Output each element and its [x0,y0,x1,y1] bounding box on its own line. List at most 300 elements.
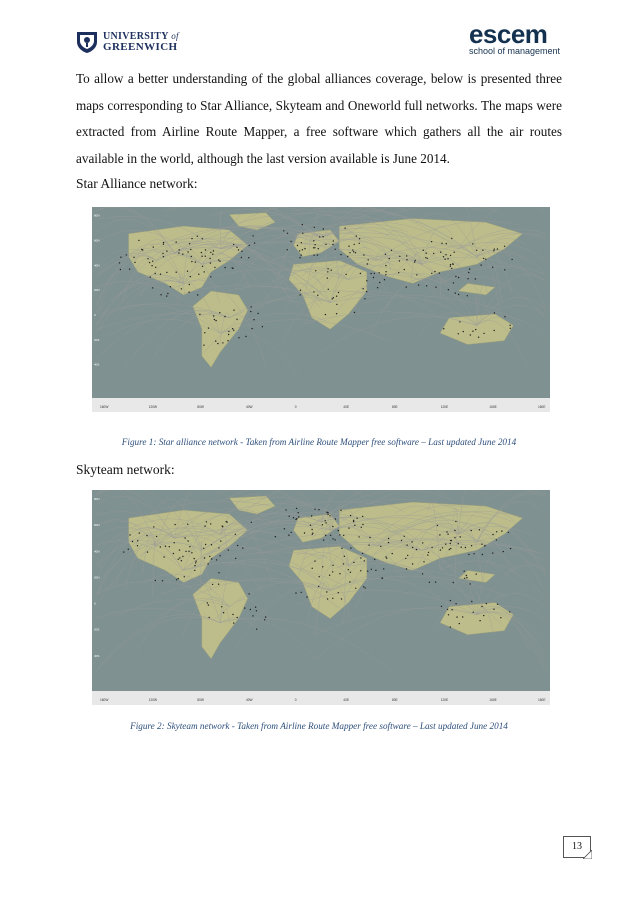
airport-dot [209,617,210,618]
airport-dot [493,609,494,610]
airport-dot [163,556,164,557]
airport-dot [481,544,482,545]
airport-dot [217,343,218,344]
airport-dot [327,268,328,269]
airport-dot [404,536,405,537]
airport-dot [500,617,501,618]
airport-dot [184,576,185,577]
airport-dot [363,254,364,255]
airport-dot [458,277,459,278]
airport-dot [422,542,423,543]
lon-label: 120E [440,405,449,409]
airport-dot [311,515,312,516]
airport-dot [333,240,334,241]
airport-dot [482,554,483,555]
airport-dot [471,530,472,531]
airport-dot [265,616,266,617]
escem-logo [468,19,560,56]
airport-dot [139,532,140,533]
airport-dot [275,536,276,537]
airport-dot [510,328,511,329]
airport-dot [238,337,239,338]
airport-dot [250,311,251,312]
airport-dot [332,598,333,599]
airport-dot [152,287,153,288]
lat-label: 80N [94,213,100,218]
airport-dot [350,572,351,573]
airport-dot [347,256,348,257]
airport-dot [471,601,472,602]
airport-dot [412,547,413,548]
airport-dot [509,325,510,326]
airport-dot [332,298,333,299]
airport-dot [248,257,249,258]
airport-dot [185,551,186,552]
airport-dot [341,548,342,549]
airport-dot [319,576,320,577]
airport-dot [163,242,164,243]
airport-dot [483,333,484,334]
airport-dot [472,331,473,332]
airport-dot [214,267,215,268]
airport-dot [407,555,408,556]
airport-dot [464,571,465,572]
airport-dot [155,273,156,274]
lon-label: 120E [440,698,449,702]
airport-dot [301,254,302,255]
airport-dot [211,558,212,559]
airport-dot [406,568,407,569]
airport-dot [378,272,379,273]
airport-dot [418,284,419,285]
airport-dot [352,249,353,250]
airport-dot [236,319,237,320]
airport-dot [485,259,486,260]
airport-dot [327,598,328,599]
airport-dot [242,547,243,548]
airport-dot [510,548,511,549]
airport-dot [423,561,424,562]
airport-dot [223,612,224,613]
airport-dot [128,549,129,550]
airport-dot [511,259,512,260]
airport-dot [129,534,130,535]
airport-dot [189,243,190,244]
airport-dot [165,546,166,547]
airport-dot [455,292,456,293]
airport-dot [228,334,229,335]
airport-dot [293,517,294,518]
airport-dot [335,249,336,250]
airport-dot [360,557,361,558]
airport-dot [181,560,182,561]
lat-label: 40S [94,362,100,367]
airport-dot [182,254,183,255]
airport-dot [472,243,473,244]
airport-dot [251,328,252,329]
airport-dot [349,252,350,253]
lat-label: 60N [94,523,100,528]
airport-dot [481,606,482,607]
lat-label: 20S [94,337,100,342]
airport-dot [362,288,363,289]
airport-dot [444,259,445,260]
lon-label: 80W [197,698,204,702]
airport-dot [451,609,452,610]
airport-dot [441,606,442,607]
airport-dot [238,249,239,250]
lat-label: 60N [94,238,100,243]
airport-dot [473,553,474,554]
airport-dot [476,573,477,574]
airport-dot [153,526,154,527]
airport-dot [179,249,180,250]
airport-dot [364,587,365,588]
airport-dot [312,568,313,569]
airport-dot [176,272,177,273]
airport-dot [313,291,314,292]
airport-dot [406,255,407,256]
airport-dot [406,259,407,260]
airport-dot [201,252,202,253]
airport-dot [220,540,221,541]
airport-dot [218,547,219,548]
airport-dot [362,553,363,554]
airport-dot [302,224,303,225]
airport-dot [501,530,502,531]
airport-dot [241,251,242,252]
airport-dot [374,273,375,274]
airport-dot [295,592,296,593]
airport-dot [363,586,364,587]
airport-dot [475,329,476,330]
airport-dot [480,264,481,265]
airport-dot [469,268,470,269]
airport-dot [235,558,236,559]
airport-dot [215,340,216,341]
airport-dot [178,252,179,253]
airport-dot [369,537,370,538]
figure1-caption: Figure 1: Star alliance network - Taken from Airline Route Mapper free software – Last updated June 2014 [121,437,517,447]
lon-label: 40E [343,698,349,702]
airport-dot [137,540,138,541]
airport-dot [298,512,299,513]
airport-dot [366,280,367,281]
airport-dot [334,539,335,540]
airport-dot [233,622,234,623]
airport-dot [120,257,121,258]
airport-dot [194,565,195,566]
airport-dot [160,546,161,547]
airport-dot [323,228,324,229]
airport-dot [255,607,256,608]
airport-dot [328,289,329,290]
airport-dot [362,516,363,517]
airport-dot [341,598,342,599]
airport-dot [459,321,460,322]
airport-dot [450,626,451,627]
airport-dot [181,288,182,289]
airport-dot [222,526,223,527]
airport-dot [358,536,359,537]
airport-dot [198,274,199,275]
lon-label: 0 [294,698,297,702]
airport-dot [197,236,198,237]
airport-dot [315,270,316,271]
airport-dot [210,523,211,524]
airport-dot [429,582,430,583]
airport-dot [453,282,454,283]
lon-label: 80W [197,405,204,409]
airport-dot [476,250,477,251]
airport-dot [434,271,435,272]
airport-dot [478,337,479,338]
airport-dot [313,247,314,248]
airport-dot [405,558,406,559]
airport-dot [345,274,346,275]
page-number: 13 [563,836,591,858]
airport-dot [327,277,328,278]
airport-dot [191,552,192,553]
airport-dot [496,539,497,540]
airport-dot [187,540,188,541]
lon-label: 80E [392,405,398,409]
airport-dot [304,532,305,533]
airport-dot [471,545,472,546]
airport-dot [455,521,456,522]
airport-dot [162,580,163,581]
airport-dot [412,563,413,564]
airport-dot [340,510,341,511]
airport-dot [176,579,177,580]
airport-dot [134,262,135,263]
airport-dot [340,254,341,255]
airport-dot [290,241,291,242]
airport-dot [447,534,448,535]
airport-dot [332,526,333,527]
airport-dot [458,543,459,544]
airport-dot [254,242,255,243]
airport-dot [285,509,286,510]
airport-dot [195,561,196,562]
airport-dot [232,267,233,268]
airport-dot [155,580,156,581]
airport-dot [427,258,428,259]
airport-dot [479,620,480,621]
airport-dot [187,524,188,525]
airport-dot [163,256,164,257]
airport-dot [391,250,392,251]
airport-dot [289,516,290,517]
airport-dot [147,551,148,552]
airport-dot [388,542,389,543]
airport-dot [414,261,415,262]
airport-dot [151,265,152,266]
airport-dot [426,253,427,254]
airport-dot [325,520,326,521]
airport-dot [509,611,510,612]
airport-dot [440,252,441,253]
airport-dot [343,563,344,564]
airport-dot [201,256,202,257]
airport-dot [450,540,451,541]
airport-dot [492,267,493,268]
airport-dot [208,604,209,605]
airport-dot [494,312,495,313]
airport-dot [233,310,234,311]
airport-dot [359,243,360,244]
airport-dot [380,546,381,547]
airport-dot [204,525,205,526]
airport-dot [313,255,314,256]
airport-dot [299,257,300,258]
airport-dot [166,272,167,273]
airport-dot [437,525,438,526]
airport-dot [205,544,206,545]
airport-dot [212,584,213,585]
airport-dot [329,575,330,576]
airport-dot [325,314,326,315]
lon-label: 160W [100,698,109,702]
airport-dot [450,600,451,601]
airport-dot [191,261,192,262]
airport-dot [348,569,349,570]
airport-dot [204,557,205,558]
airport-dot [494,249,495,250]
airport-dot [446,531,447,532]
airport-dot [298,516,299,517]
airport-dot [141,249,142,250]
airport-dot [344,228,345,229]
airport-dot [253,319,254,320]
airport-dot [356,518,357,519]
airport-dot [213,250,214,251]
airport-dot [441,243,442,244]
airport-dot [302,233,303,234]
airport-dot [232,614,233,615]
airport-dot [338,292,339,293]
airport-dot [425,257,426,258]
lat-label: 40S [94,653,100,658]
airport-dot [330,535,331,536]
airport-dot [496,531,497,532]
airport-dot [233,330,234,331]
airport-dot [354,312,355,313]
airport-dot [224,316,225,317]
airport-dot [332,571,333,572]
airport-dot [508,532,509,533]
airport-dot [318,509,319,510]
airport-dot [367,570,368,571]
airport-dot [306,596,307,597]
airport-dot [456,616,457,617]
airport-dot [218,259,219,260]
airport-dot [322,566,323,567]
airport-dot [451,268,452,269]
airport-dot [129,269,130,270]
airport-dot [264,619,265,620]
airport-dot [325,522,326,523]
airport-dot [459,623,460,624]
airport-dot [212,254,213,255]
star-alliance-map [92,207,550,412]
airport-dot [325,535,326,536]
airport-dot [431,273,432,274]
airport-dot [150,276,151,277]
airport-dot [123,551,124,552]
airport-dot [226,521,227,522]
lon-label: 120W [148,698,158,702]
airport-dot [178,578,179,579]
airport-dot [451,238,452,239]
airport-dot [406,544,407,545]
airport-dot [204,271,205,272]
airport-dot [211,544,212,545]
airport-dot [197,294,198,295]
airport-dot [455,276,456,277]
airport-dot [232,328,233,329]
lat-label: 20S [94,627,100,632]
page-fold-icon [583,850,592,859]
airport-dot [453,582,454,583]
airport-dot [314,560,315,561]
airport-dot [179,557,180,558]
lat-label: 20N [94,575,100,580]
airport-dot [353,562,354,563]
airport-dot [189,546,190,547]
airport-dot [440,549,441,550]
lon-label: 160E [489,698,497,702]
airport-dot [406,286,407,287]
skyteam-map [92,490,550,705]
airport-dot [332,244,333,245]
airport-dot [146,535,147,536]
airport-dot [302,249,303,250]
airport-dot [206,521,207,522]
airport-dot [300,290,301,291]
airport-dot [467,295,468,296]
airport-dot [398,272,399,273]
lon-label: 120W [148,405,158,409]
airport-dot [213,315,214,316]
airport-dot [203,345,204,346]
airport-dot [375,570,376,571]
airport-dot [353,520,354,521]
airport-dot [163,244,164,245]
airport-dot [338,592,339,593]
airport-dot [314,247,315,248]
airport-dot [504,269,505,270]
airport-dot [252,235,253,236]
airport-dot [435,286,436,287]
airport-dot [353,521,354,522]
airport-dot [179,549,180,550]
airport-dot [189,284,190,285]
airport-dot [373,277,374,278]
airport-dot [336,296,337,297]
airport-dot [344,556,345,557]
airport-dot [458,294,459,295]
airport-dot [241,257,242,258]
airport-dot [335,518,336,519]
airport-dot [133,257,134,258]
airport-dot [166,250,167,251]
airport-dot [205,249,206,250]
lat-label: 0 [94,601,96,606]
airport-dot [156,536,157,537]
airport-dot [314,244,315,245]
airport-dot [422,573,423,574]
